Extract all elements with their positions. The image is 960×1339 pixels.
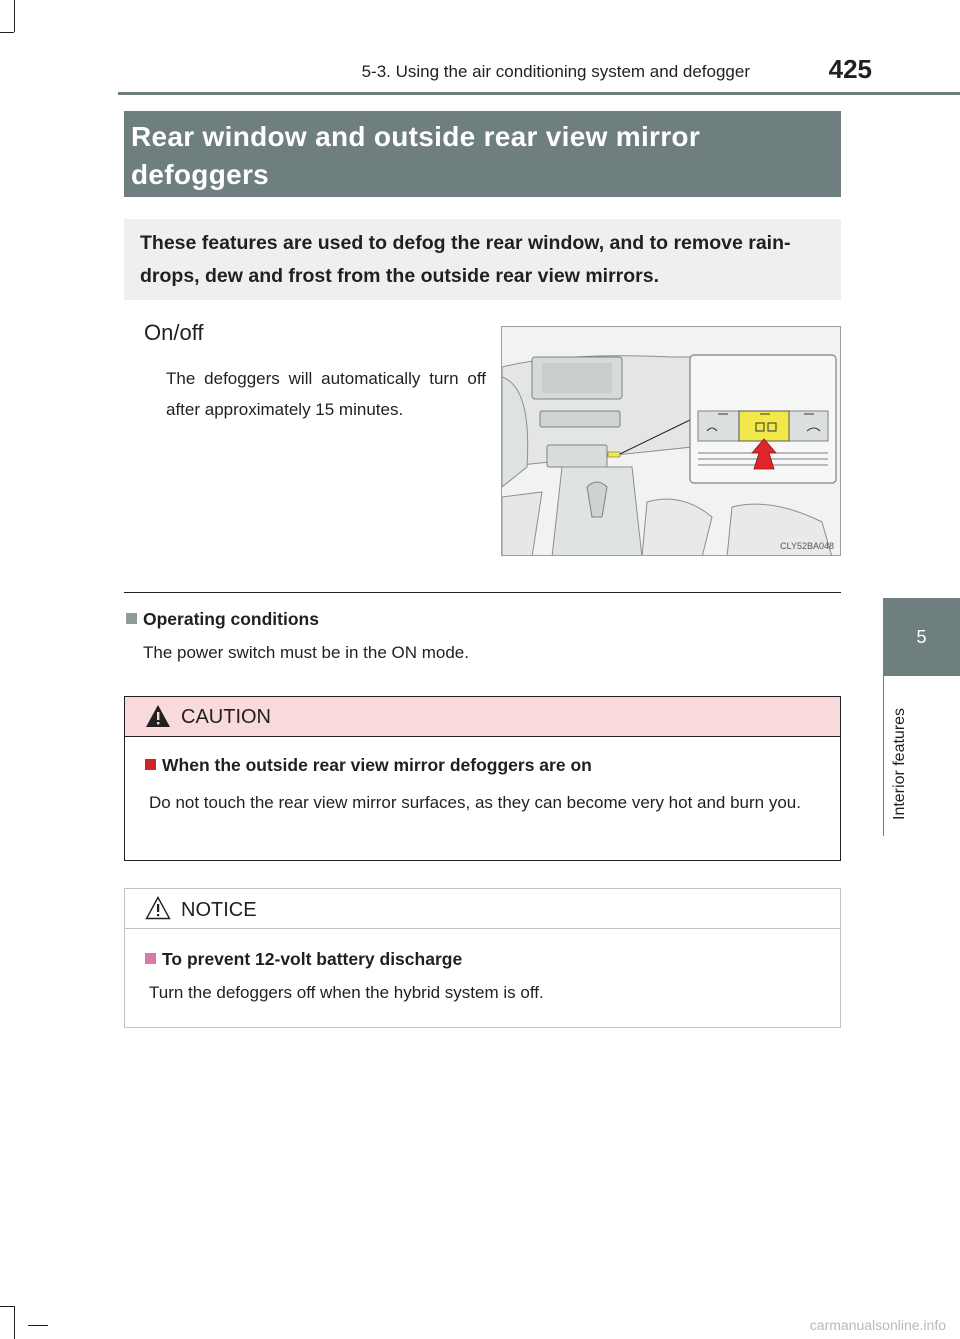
caution-box (124, 696, 841, 861)
figure-code: CLY52BA048 (780, 541, 834, 551)
watermark: carmanualsonline.info (809, 1317, 946, 1333)
caution-item-text: Do not touch the rear view mirror surfaces, as they can become very hot and burn you. (149, 793, 801, 812)
caution-item-heading (145, 755, 592, 776)
notice-item-heading-text: To prevent 12-volt battery discharge (162, 949, 463, 969)
onoff-description: The defoggers will automatically turn off after approximately 15 minutes. (166, 369, 486, 419)
dashboard-illustration (501, 326, 841, 556)
square-bullet-icon (145, 953, 156, 964)
caution-header (125, 697, 840, 737)
dashboard-drawing (502, 327, 841, 556)
notice-header (125, 889, 840, 929)
crop-mark-top-left-h (0, 32, 14, 33)
notice-item-heading (145, 949, 462, 970)
notice-label: NOTICE (181, 899, 257, 921)
warning-triangle-outline-icon (145, 896, 171, 920)
caution-label: CAUTION (181, 706, 271, 728)
warning-triangle-icon (145, 704, 171, 728)
section-title: Rear window and outside rear view mirror defoggers (124, 111, 841, 197)
notice-box (124, 888, 841, 1028)
crop-mark-bottom-left-h (0, 1306, 14, 1307)
header-rule (118, 92, 960, 95)
crop-mark-bottom-left-v (14, 1306, 15, 1339)
square-bullet-icon (145, 759, 156, 770)
conditions-text: The power switch must be in the ON mode. (143, 643, 469, 662)
section-divider (124, 592, 841, 593)
caution-item-heading-text: When the outside rear view mirror defoggers are on (162, 755, 592, 775)
running-header: 5-3. Using the air conditioning system and defogger (361, 62, 750, 81)
intro-text: These features are used to defog the rear window, and to remove rain-drops, dew and frost from the outside rear view mirrors. (124, 219, 841, 300)
conditions-heading (126, 609, 319, 630)
crop-mark-top-left-v (14, 0, 15, 32)
chapter-number: 5 (916, 626, 927, 647)
chapter-label-text: Interior features (891, 707, 908, 820)
square-bullet-icon (126, 613, 137, 624)
notice-item-text: Turn the defoggers off when the hybrid system is off. (149, 983, 544, 1002)
chapter-label (883, 690, 919, 830)
crop-mark-bottom-left-h2 (28, 1325, 48, 1326)
page-number: 425 (828, 54, 872, 84)
conditions-heading-text: Operating conditions (143, 609, 319, 629)
onoff-title: On/off (144, 320, 204, 345)
chapter-tab[interactable] (883, 598, 960, 676)
